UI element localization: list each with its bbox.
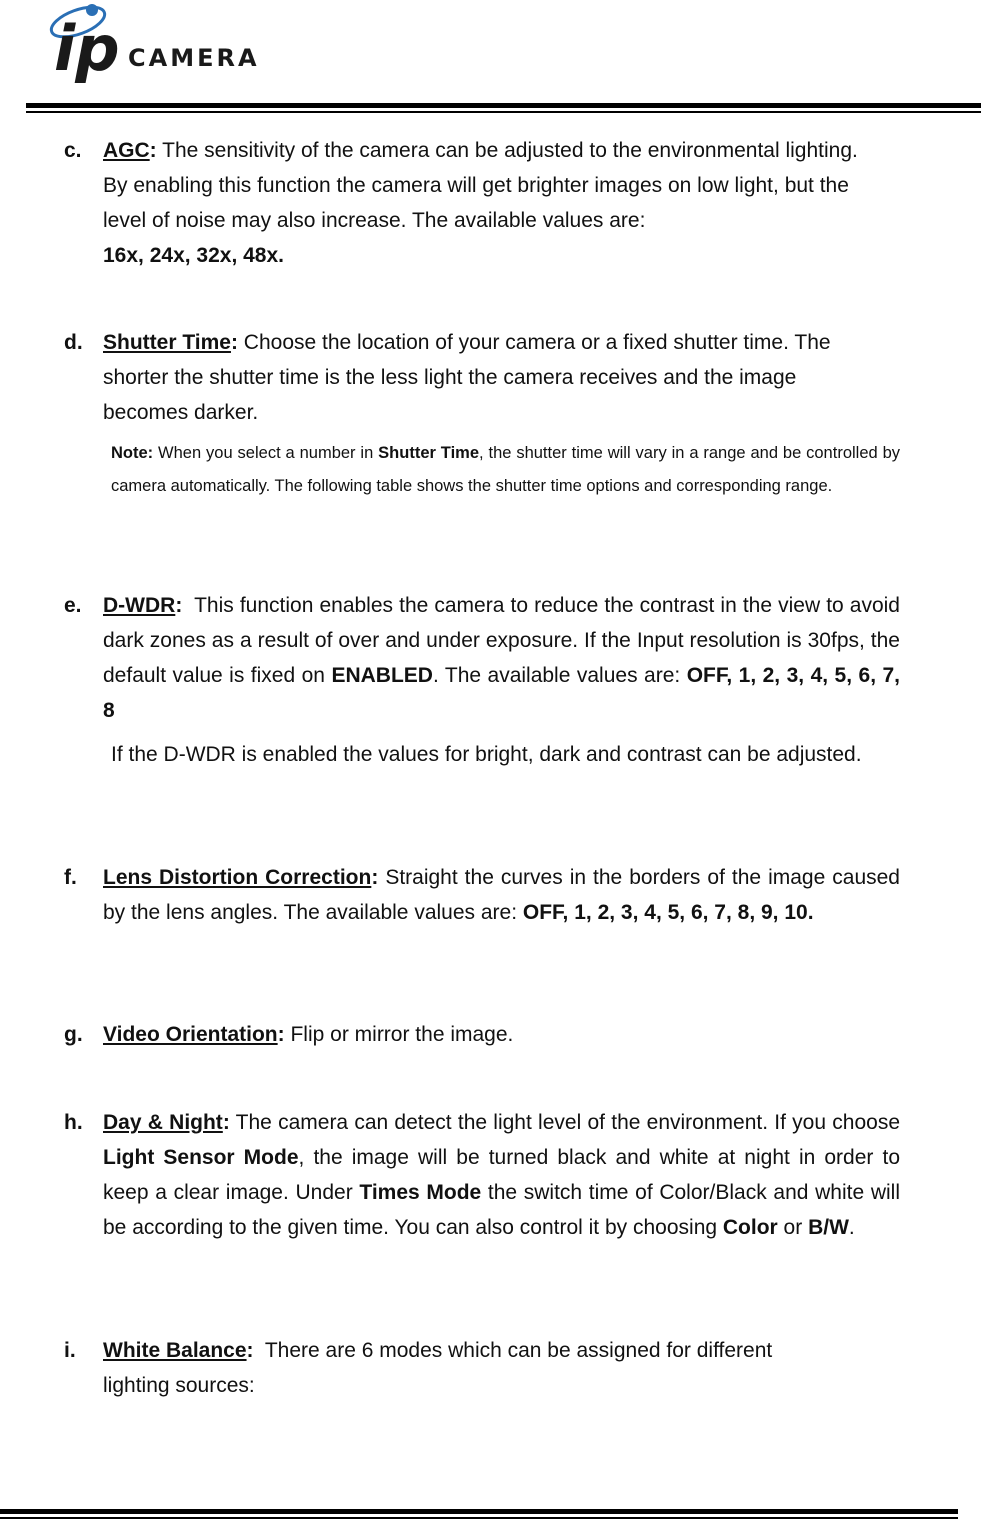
section-title: Shutter Time: [103, 331, 231, 354]
list-letter: c.: [64, 139, 82, 162]
section-title: D-WDR: [103, 594, 176, 617]
list-letter: e.: [64, 594, 82, 617]
shutter-note: Note: When you select a number in Shutter Time, the shutter time will vary in a range and be controlled by camera automatically. The following table shows the shutter time options and corresponding range.: [111, 444, 900, 495]
section-body: AGC: The sensitivity of the camera can be adjusted to the environmental lighting. By enabling this function the camera will get brighter images on low light, but the level of noise may also increase. The available values are: 16x, 24x, 32x, 48x.: [103, 139, 858, 267]
d-wdr-subnote: If the D-WDR is enabled the values for bright, dark and contrast can be adjusted.: [111, 743, 862, 766]
list-letter: h.: [64, 1111, 83, 1134]
section-body: White Balance: There are 6 modes which can be assigned for different lighting sources:: [103, 1339, 779, 1397]
section-body: D-WDR: This function enables the camera to reduce the contrast in the view to avoid dark zones as a result of over and under exposure. If the Input resolution is 30fps, the default value is fixed on ENABLED. The available values are: OFF, 1, 2, 3, 4, 5, 6, 7, 8: [103, 594, 906, 722]
list-letter: g.: [64, 1023, 83, 1046]
section-title: Lens Distortion Correction: [103, 866, 372, 889]
ip-camera-logo: [40, 0, 310, 92]
section-body: Day & Night: The camera can detect the light level of the environment. If you choose Light Sensor Mode, the image will be turned black and white at night in order to keep a clear image. Under Times Mode the switch time of Color/Black and white will be according to the given time. You can also control it by choosing Color or B/W.: [103, 1111, 901, 1239]
available-values: OFF, 1, 2, 3, 4, 5, 6, 7, 8: [103, 664, 900, 722]
section-body: Shutter Time: Choose the location of your camera or a fixed shutter time. The shorter the shutter time is the less light the camera receives and the image becomes darker.: [103, 331, 831, 424]
section-title: White Balance: [103, 1339, 247, 1362]
section-text: Choose the location of your camera or a fixed shutter time. The shorter the shutter time is the less light the camera receives and the image becomes darker.: [103, 331, 831, 424]
available-values: OFF, 1, 2, 3, 4, 5, 6, 7, 8, 9, 10.: [522, 901, 814, 924]
list-letter: i.: [64, 1339, 76, 1362]
list-letter: d.: [64, 331, 83, 354]
section-body: Video Orientation: Flip or mirror the image.: [103, 1023, 514, 1046]
logo-ip-text: ip: [54, 12, 120, 85]
note-label: Note:: [111, 444, 154, 462]
section-title: AGC: [103, 139, 150, 162]
available-values: 16x, 24x, 32x, 48x.: [103, 244, 284, 267]
section-title: Day & Night: [103, 1111, 223, 1134]
logo-camera-text: CAMERA: [128, 44, 260, 72]
header-rule: [26, 103, 981, 113]
section-text: The sensitivity of the camera can be adjusted to the environmental lighting. By enabling this function the camera will get brighter images on low light, but the level of noise may also increase. The available values are:: [103, 139, 858, 232]
footer-rule: [0, 1509, 958, 1519]
section-body: Lens Distortion Correction: Straight the curves in the borders of the image caused by the lens angles. The available values are: OFF, 1, 2, 3, 4, 5, 6, 7, 8, 9, 10.: [103, 866, 900, 924]
list-letter: f.: [64, 866, 77, 889]
section-title: Video Orientation: [103, 1023, 278, 1046]
